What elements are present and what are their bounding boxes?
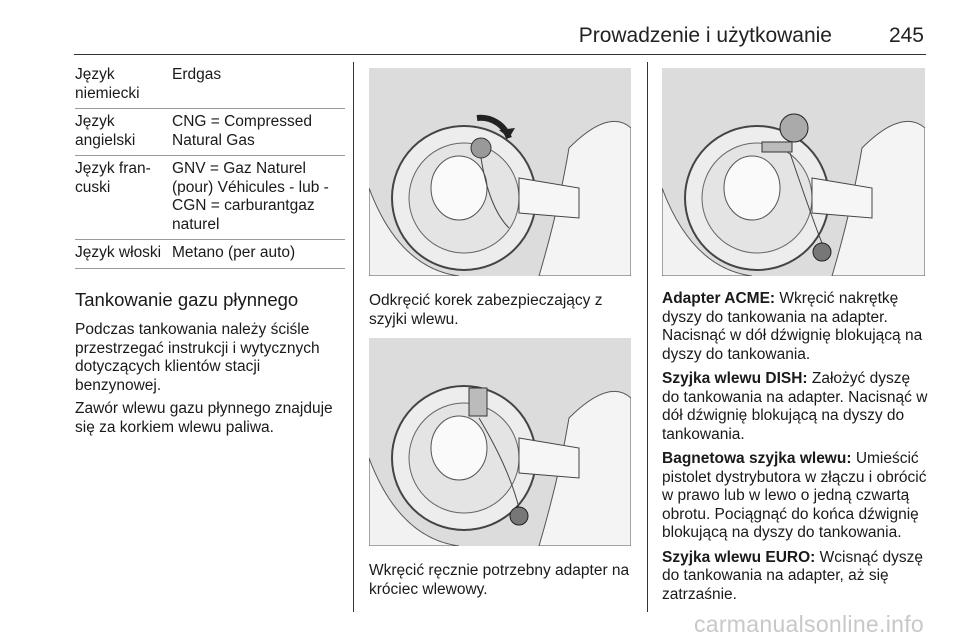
adapter-text: Wkręcić nakrętkę dyszy do tankowania na adapter. Nacisnąć w dół dźwignię blokującą na dyszy do tankowania. xyxy=(662,290,923,363)
adapter-text: Wcisnąć dyszę do tankowania na adapter, aż się zatrzaśnie. xyxy=(662,548,924,603)
fuel-names-table xyxy=(75,62,345,269)
figure-screw-adapter xyxy=(369,338,631,546)
language-cell: Język włoski xyxy=(75,240,172,269)
fuel-name-cell: Erdgas xyxy=(172,62,345,109)
adapter-paragraph xyxy=(662,450,928,543)
fuel-name-cell: Metano (per auto) xyxy=(172,240,345,269)
right-column-text xyxy=(662,290,928,610)
figure-remove-cap xyxy=(369,68,631,276)
language-cell: Język fran-cuski xyxy=(75,156,172,240)
language-cell: Język angielski xyxy=(75,109,172,156)
fuel-name-cell: CNG = Compressed Natural Gas xyxy=(172,109,345,156)
paragraph: Zawór wlewu gazu płynnego znajduje się za korkiem wlewu paliwa. xyxy=(75,400,333,436)
fuel-flap-adapter-variants-illustration xyxy=(662,68,925,276)
adapter-label: Szyjka wlewu EURO: xyxy=(662,548,816,566)
column-divider-left xyxy=(353,62,354,612)
header-rule xyxy=(74,54,926,55)
table-row xyxy=(75,240,345,269)
adapter-label: Szyjka wlewu DISH: xyxy=(662,370,808,387)
page-header-title: Prowadzenie i użytkowanie xyxy=(578,24,832,47)
left-column xyxy=(75,62,345,442)
figure-adapter-variants xyxy=(662,68,925,276)
adapter-text: Założyć dyszę do tankowania na adapter. Nacisnąć w dół dźwignię blokującą na dyszy do tankowania. xyxy=(662,370,928,443)
paragraph: Podczas tankowania należy ściśle przestrzegać instrukcji i wytycznych dotyczących klientów stacji benzynowej. xyxy=(75,321,320,394)
table-row xyxy=(75,109,345,156)
figure2-caption: Wkręcić ręcznie potrzebny adapter na króciec wlewowy. xyxy=(369,562,630,598)
adapter-paragraph xyxy=(662,549,928,605)
fuel-flap-cap-illustration xyxy=(369,68,631,276)
table-row xyxy=(75,62,345,109)
fuel-flap-adapter-illustration xyxy=(369,338,631,546)
table-row xyxy=(75,156,345,240)
adapter-label: Bagnetowa szyjka wlewu: xyxy=(662,450,852,467)
page-number: 245 xyxy=(888,24,924,47)
adapter-paragraph xyxy=(662,370,928,444)
fuel-name-cell: GNV = Gaz Naturel (pour) Véhicules - lub - CGN = carburantgaz naturel xyxy=(172,156,345,240)
column-divider-right xyxy=(647,62,648,612)
figure1-caption: Odkręcić korek zabezpieczający z szyjki wlewu. xyxy=(369,292,603,328)
adapter-paragraph xyxy=(662,290,928,364)
section-heading: Tankowanie gazu płynnego xyxy=(75,288,299,310)
adapter-label: Adapter ACME: xyxy=(662,290,776,307)
adapter-text: Umieścić pistolet dystrybutora w złączu i obrócić w prawo lub w lewo o jedną czwartą obrotu. Pociągnąć do końca dźwignię blokującą na dyszy do tankowania. xyxy=(662,450,927,541)
watermark: carmanualsonline.info xyxy=(693,611,924,637)
language-cell: Język niemiecki xyxy=(75,62,172,109)
